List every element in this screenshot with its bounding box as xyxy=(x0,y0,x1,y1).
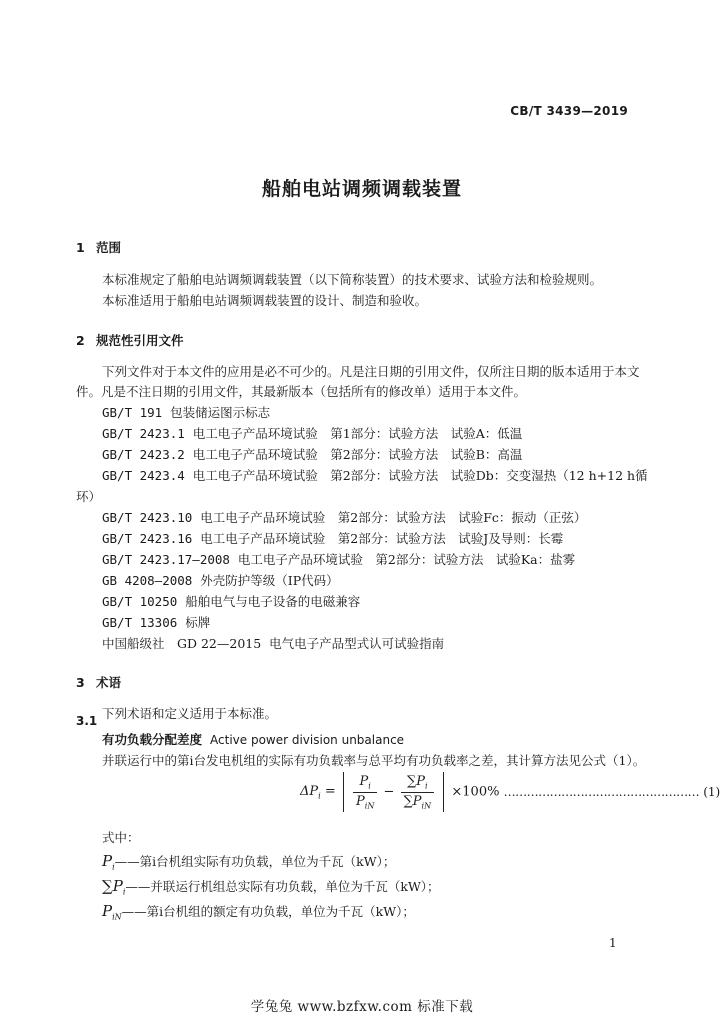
normative-intro-line-2: 件。凡是不注日期的引用文件，其最新版本（包括所有的修改单）适用于本文件。 xyxy=(76,384,527,399)
page-number: 1 xyxy=(609,936,617,950)
section-1-heading xyxy=(76,238,121,256)
reference-item: GB 4208—2008 外壳防护等级（IP代码） xyxy=(102,573,339,588)
term-title xyxy=(102,730,404,748)
reference-item: GB/T 191 包装储运图示标志 xyxy=(102,405,271,420)
where-label: 式中： xyxy=(102,830,140,845)
leader-dots: …………………………………………… xyxy=(503,785,700,799)
footer-watermark[interactable]: 学兔兔 www.bzfxw.com 标准下载 xyxy=(250,999,474,1015)
reference-item: GB/T 10250 船舶电气与电子设备的电磁兼容 xyxy=(102,594,361,609)
reference-item-continuation: 环） xyxy=(76,489,102,504)
equation-number: (1) xyxy=(703,785,721,799)
section-2-heading xyxy=(76,331,184,349)
abs-bar-right xyxy=(443,772,444,812)
reference-item: GB/T 2423.10 电工电子产品环境试验 第2部分：试验方法 试验Fc：振动（正弦） xyxy=(102,510,587,525)
scope-paragraph-1: 本标准规定了船舶电站调频调载装置（以下简称装置）的技术要求、试验方法和检验规则。 xyxy=(102,272,603,287)
section-number: 2 xyxy=(76,333,85,348)
reference-item: GB/T 2423.17—2008 电工电子产品环境试验 第2部分：试验方法 试验Ka：盐雾 xyxy=(102,552,576,567)
section-number: 3 xyxy=(76,675,85,690)
terms-intro: 下列术语和定义适用于本标准。 xyxy=(102,706,278,721)
section-title: 术语 xyxy=(96,675,122,690)
document-title: 船舶电站调频调载装置 xyxy=(261,178,462,200)
term-definition: 并联运行中的第i台发电机组的实际有功负载率与总平均有功负载率之差，其计算方法见公式（1）。 xyxy=(102,753,646,768)
reference-item: 中国船级社 GD 22—2015 电气电子产品型式认可试验指南 xyxy=(102,636,445,651)
variable-definition: $P_i——$第i台机组实际有功负载，单位为千瓦（kW）； xyxy=(102,852,396,872)
normative-intro-line-1: 下列文件对于本文件的应用是必不可少的。凡是注日期的引用文件，仅所注日期的版本适用于本文 xyxy=(102,364,640,379)
formula-lhs: $\Delta P_i$ = xyxy=(300,783,336,801)
standard-code: CB/T 3439—2019 xyxy=(510,104,628,118)
scope-paragraph-2: 本标准适用于船舶电站调频调载装置的设计、制造和验收。 xyxy=(102,293,428,308)
variable-definition: $\sum P_i——$并联运行机组总实际有功负载，单位为千瓦（kW）； xyxy=(102,877,440,897)
section-title: 规范性引用文件 xyxy=(96,333,184,348)
section-3-heading xyxy=(76,673,121,691)
section-title: 范围 xyxy=(96,240,122,255)
term-number: 3.1 xyxy=(76,714,98,728)
reference-item: GB/T 13306 标牌 xyxy=(102,615,211,630)
fraction-local: $\frac{P_i}{P_{iN}}$ xyxy=(353,774,377,810)
section-number: 1 xyxy=(76,240,85,255)
variable-definition: $P_{iN}——$第i台机组的额定有功负载，单位为千瓦（kW）； xyxy=(102,902,415,922)
reference-item: GB/T 2423.4 电工电子产品环境试验 第2部分：试验方法 试验Db：交变湿热（12 h+12 h循 xyxy=(102,468,648,483)
reference-item: GB/T 2423.1 电工电子产品环境试验 第1部分：试验方法 试验A：低温 xyxy=(102,426,523,441)
formula-1: $\Delta P_i$ = $\frac{P_i}{P_{iN}}$ − $\frac{\sum P_i}{\sum P_{iN}}$ ×100% …………………………………………… (1) xyxy=(300,773,721,811)
term-chinese: 有功负载分配差度 xyxy=(102,732,203,747)
term-english: Active power division unbalance xyxy=(210,733,405,747)
reference-item: GB/T 2423.16 电工电子产品环境试验 第2部分：试验方法 试验J及导则：长霉 xyxy=(102,531,564,546)
abs-bar-left xyxy=(343,772,344,812)
fraction-total: $\frac{\sum P_i}{\sum P_{iN}}$ xyxy=(401,774,435,810)
reference-item: GB/T 2423.2 电工电子产品环境试验 第2部分：试验方法 试验B：高温 xyxy=(102,447,523,462)
